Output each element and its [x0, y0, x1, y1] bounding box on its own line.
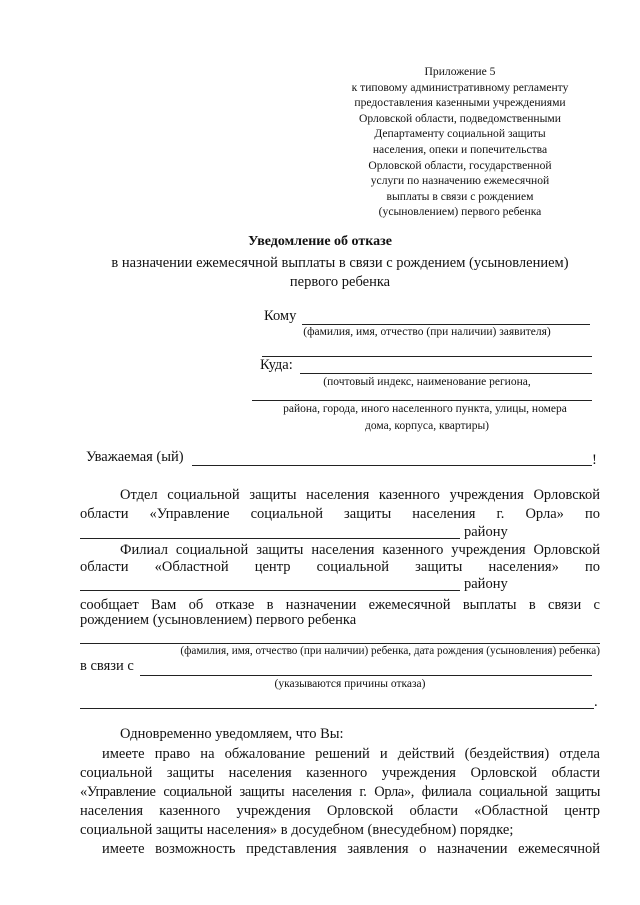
simultaneously-text: Одновременно уведомляем, что Вы: — [120, 726, 344, 742]
branch-district-line[interactable] — [80, 590, 460, 591]
appendix-block — [330, 64, 590, 220]
appendix-line: населения, опеки и попечительства — [372, 142, 548, 156]
reason-end: . — [594, 694, 598, 710]
child-info-hint: (фамилия, имя, отчество (при наличии) ребенка, дата рождения (усыновления) ребенка) — [180, 645, 600, 657]
notify-line-1: сообщает Вам об отказе в назначении ежемесячной выплаты в связи с — [80, 597, 600, 613]
where-hint-2: района, города, иного населенного пункта, улицы, номера — [283, 403, 567, 415]
appendix-line: к типовому административному регламенту — [351, 80, 569, 94]
appeal-line-2: социальной защиты населения казенного учреждения Орловской области — [80, 765, 600, 781]
to-hint: (фамилия, имя, отчество (при наличии) заявителя) — [303, 326, 551, 338]
appendix-line: Орловской области, государственной — [368, 158, 552, 172]
appendix-line: выплаты в связи с рождением — [386, 189, 534, 203]
where-field-line-2[interactable] — [252, 400, 592, 401]
appeal-line-3: «Управление социальной защиты населения г. Орла», филиала социальной защиты — [80, 784, 600, 800]
branch-line-1: Филиал социальной защиты населения казенного учреждения Орловской — [120, 542, 600, 558]
appendix-line: услуги по назначению ежемесячной — [370, 174, 550, 188]
notify-line-2: рождением (усыновлением) первого ребенка — [80, 612, 357, 628]
branch-district-suffix: району — [464, 576, 508, 592]
reason-label: в связи с — [80, 658, 134, 674]
where-hint-1: (почтовый индекс, наименование региона, — [323, 376, 531, 388]
dept-line-1: Отдел социальной защиты населения казенного учреждения Орловской — [120, 487, 600, 503]
appendix-line: Департаменту социальной защиты — [374, 127, 546, 141]
subtitle-line-2: первого ребенка — [289, 274, 391, 290]
appeal-line-5: социальной защиты населения» в досудебном (внесудебном) порядке; — [80, 822, 514, 838]
dept-district-line[interactable] — [80, 538, 460, 539]
reason-hint: (указываются причины отказа) — [274, 678, 426, 690]
child-info-line[interactable] — [80, 643, 600, 644]
greeting-name-line[interactable] — [192, 465, 592, 466]
appendix-line: (усыновлением) первого ребенка — [378, 205, 542, 219]
appendix-line: Приложение 5 — [424, 65, 496, 78]
possibility-line-1: имеете возможность представления заявления о назначении ежемесячной — [102, 841, 600, 857]
dept-line-2: области «Управление социальной защиты населения г. Орла» по — [80, 506, 600, 522]
greeting-end: ! — [592, 452, 597, 468]
appeal-line-4: населения казенного учреждения Орловской области «Областной центр — [80, 803, 600, 819]
reason-field-line-2[interactable] — [80, 708, 594, 709]
to-field-line[interactable] — [302, 324, 590, 325]
document-title: Уведомление об отказе — [248, 234, 392, 249]
document-subtitle — [60, 254, 620, 292]
appeal-line-1: имеете право на обжалование решений и действий (бездействия) отдела — [102, 746, 600, 762]
where-label: Куда: — [260, 357, 293, 373]
dept-district-suffix: району — [464, 524, 508, 540]
to-field-line-2[interactable] — [262, 356, 592, 357]
to-label: Кому — [264, 308, 297, 324]
greeting-label: Уважаемая (ый) — [86, 449, 184, 465]
subtitle-line-1: в назначении ежемесячной выплаты в связи с рождением (усыновлением) — [111, 255, 569, 271]
where-hint-3: дома, корпуса, квартиры) — [365, 420, 489, 432]
where-field-line[interactable] — [300, 373, 592, 374]
branch-line-2: области «Областной центр социальной защиты населения» по — [80, 559, 600, 575]
appendix-line: Орловской области, подведомственными — [359, 111, 561, 125]
reason-field-line[interactable] — [140, 675, 592, 676]
appendix-line: предоставления казенными учреждениями — [354, 96, 566, 110]
